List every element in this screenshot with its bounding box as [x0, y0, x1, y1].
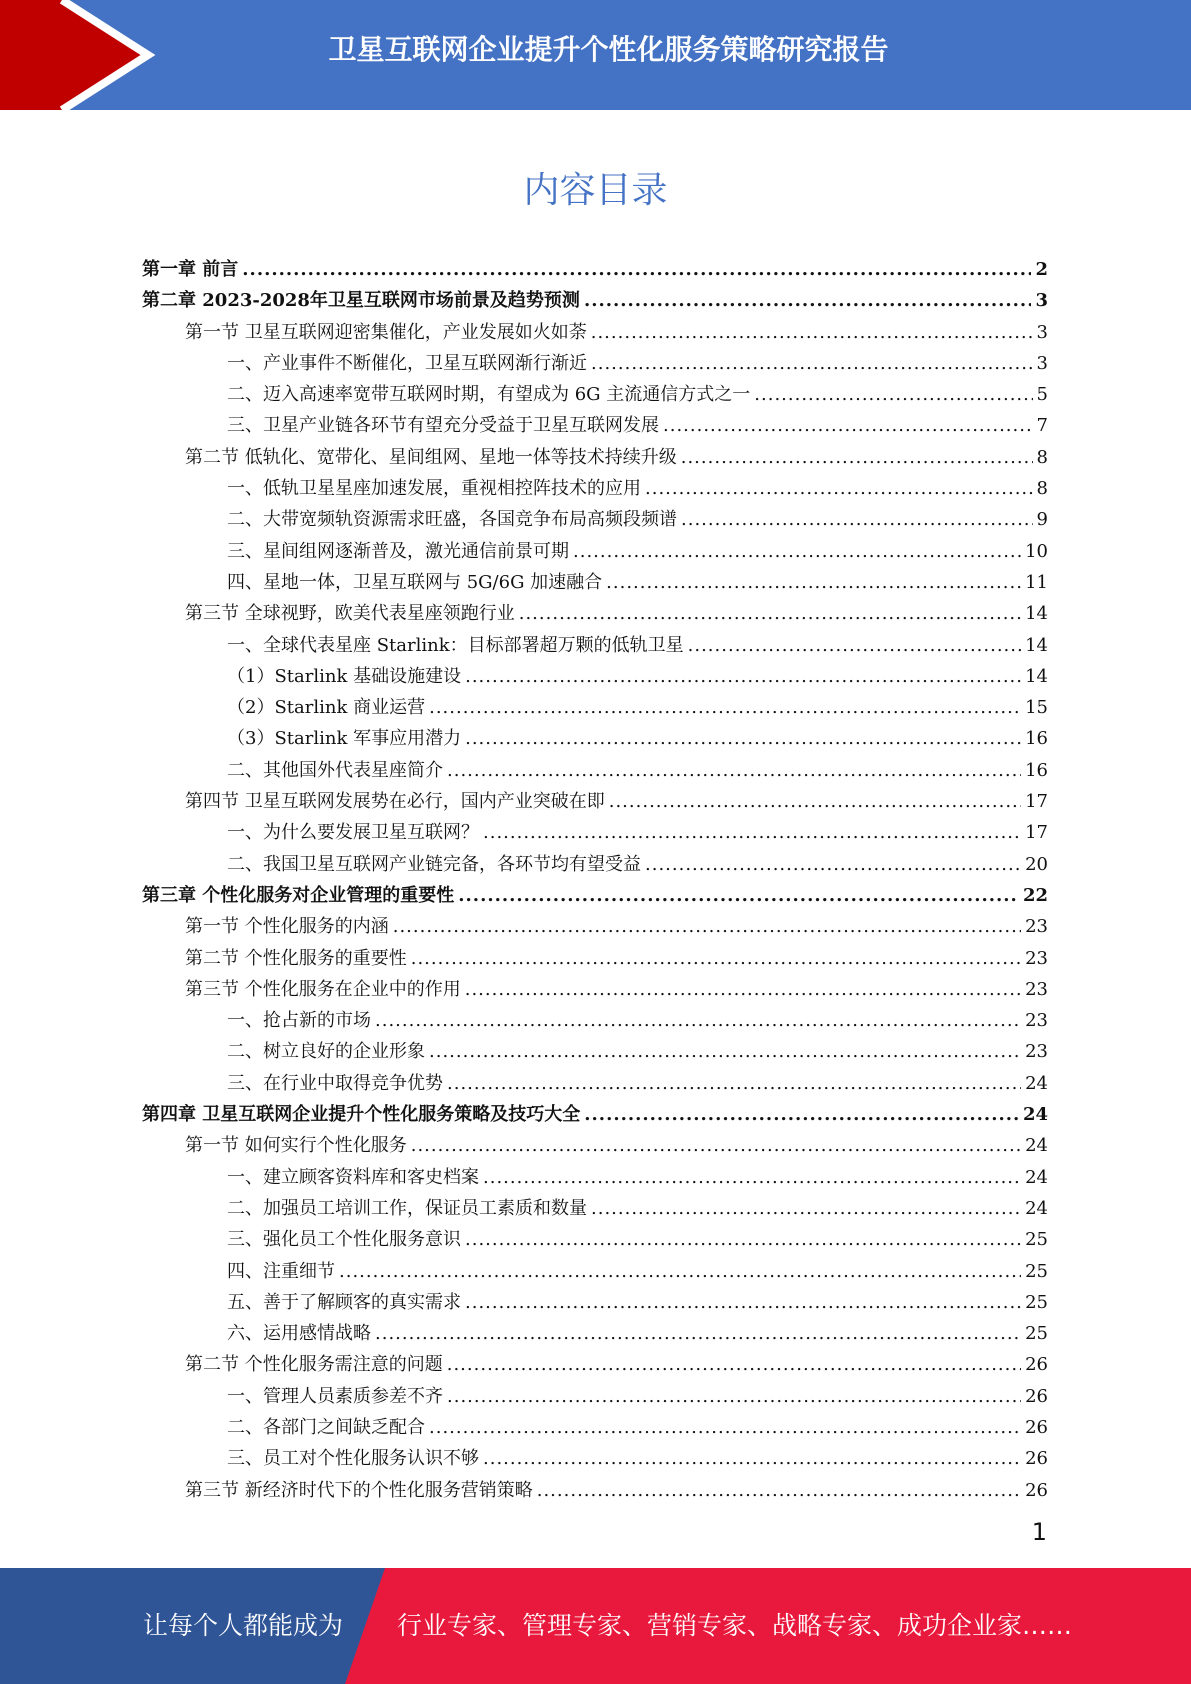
toc-entry-page: 20 [1025, 853, 1048, 875]
toc-entry-page: 26 [1025, 1416, 1048, 1438]
toc-dot-leader [411, 948, 1021, 969]
toc-dot-leader [447, 1386, 1021, 1407]
header-title: 卫星互联网企业提升个性化服务策略研究报告 [328, 33, 889, 66]
toc-entry-label: 二、迈入高速率宽带互联网时期，有望成为 6G 主流通信方式之一 [227, 384, 751, 406]
toc-entry[interactable] [142, 1350, 1048, 1381]
toc-entry-page: 3 [1036, 321, 1048, 343]
toc-entry-label: 二、其他国外代表星座简介 [227, 759, 443, 781]
toc-entry-label: 三、在行业中取得竞争优势 [227, 1072, 443, 1094]
toc-entry-label: 第二节 个性化服务需注意的问题 [185, 1354, 443, 1376]
toc-entry[interactable] [142, 662, 1048, 693]
toc-entry-label: 一、低轨卫星星座加速发展，重视相控阵技术的应用 [227, 478, 641, 500]
page-number: 1 [1031, 1518, 1047, 1546]
toc-entry-label: 二、大带宽频轨资源需求旺盛，各国竞争布局高频段频谱 [227, 509, 677, 531]
toc-dot-leader [591, 353, 1033, 374]
toc-entry-page: 24 [1025, 1197, 1048, 1219]
toc-entry-page: 23 [1025, 978, 1048, 1000]
toc-entry[interactable] [142, 1131, 1048, 1162]
toc-entry-label: 第一节 个性化服务的内涵 [185, 916, 389, 938]
toc-entry-page: 3 [1036, 352, 1048, 374]
toc-entry-label: 第三节 全球视野，欧美代表星座领跑行业 [185, 603, 515, 625]
toc-entry[interactable] [142, 1100, 1048, 1131]
toc-entry-page: 14 [1025, 603, 1048, 625]
toc-entry[interactable] [142, 286, 1048, 317]
toc-entry-page: 5 [1036, 384, 1048, 406]
toc-entry[interactable] [142, 787, 1048, 818]
toc-entry-label: 一、产业事件不断催化，卫星互联网渐行渐近 [227, 352, 587, 374]
toc-dot-leader [447, 1354, 1021, 1375]
toc-dot-leader [483, 1448, 1021, 1469]
toc-entry-page: 26 [1025, 1479, 1048, 1501]
toc-entry[interactable] [142, 756, 1048, 787]
toc-entry-label: 三、强化员工个性化服务意识 [227, 1229, 461, 1251]
toc-entry-page: 23 [1025, 1010, 1048, 1032]
toc-entry[interactable] [142, 1194, 1048, 1225]
toc-entry-label: 二、我国卫星互联网产业链完备，各环节均有望受益 [227, 853, 641, 875]
toc-entry-page: 26 [1025, 1385, 1048, 1407]
toc-dot-leader [584, 1104, 1019, 1125]
toc-entry[interactable] [142, 568, 1048, 599]
toc-entry[interactable] [142, 1225, 1048, 1256]
toc-entry-page: 15 [1025, 697, 1048, 719]
toc-dot-leader [411, 1135, 1021, 1156]
toc-dot-leader [429, 1417, 1021, 1438]
toc-dot-leader [519, 603, 1021, 624]
toc-entry-page: 25 [1025, 1291, 1048, 1313]
toc-entry[interactable] [142, 693, 1048, 724]
toc-entry-label: 第三章 个性化服务对企业管理的重要性 [142, 884, 455, 906]
toc-entry[interactable] [142, 1257, 1048, 1288]
toc-dot-leader [429, 697, 1021, 718]
toc-entry-label: 第二节 个性化服务的重要性 [185, 947, 407, 969]
toc-entry-label: 第三节 个性化服务在企业中的作用 [185, 978, 461, 1000]
toc-entry[interactable] [142, 1288, 1048, 1319]
toc-entry-page: 24 [1025, 1166, 1048, 1188]
toc-entry-label: 一、为什么要发展卫星互联网？ [227, 822, 479, 844]
toc-entry-page: 23 [1025, 1041, 1048, 1063]
toc-entry-page: 16 [1025, 728, 1048, 750]
toc-entry-page: 11 [1025, 571, 1048, 593]
toc-entry-page: 14 [1025, 634, 1048, 656]
toc-entry-page: 23 [1025, 916, 1048, 938]
toc-entry-label: 第一节 卫星互联网迎密集催化，产业发展如火如荼 [185, 321, 587, 343]
toc-dot-leader [375, 1323, 1021, 1344]
toc-entry-label: 四、星地一体，卫星互联网与 5G/6G 加速融合 [227, 571, 603, 593]
toc-dot-leader [573, 541, 1021, 562]
toc-title: 内容目录 [523, 170, 668, 211]
toc-dot-leader [483, 822, 1021, 843]
toc-entry[interactable] [142, 1413, 1048, 1444]
toc-entry-page: 24 [1025, 1072, 1048, 1094]
toc-entry-page: 10 [1025, 540, 1048, 562]
toc-dot-leader [591, 1198, 1021, 1219]
toc-entry[interactable] [142, 631, 1048, 662]
toc-dot-leader [606, 572, 1021, 593]
toc-entry[interactable] [142, 850, 1048, 881]
page-footer [0, 1568, 1191, 1684]
toc-entry[interactable] [142, 255, 1048, 286]
toc-entry[interactable] [142, 975, 1048, 1006]
toc-entry-label: 一、管理人员素质参差不齐 [227, 1385, 443, 1407]
toc-dot-leader [465, 666, 1021, 687]
toc-entry-page: 26 [1025, 1448, 1048, 1470]
toc-entry-page: 24 [1025, 1135, 1048, 1157]
toc-entry[interactable] [142, 912, 1048, 943]
toc-entry-page: 8 [1036, 446, 1048, 468]
toc-entry[interactable] [142, 1319, 1048, 1350]
toc-dot-leader [681, 447, 1033, 468]
toc-dot-leader [465, 728, 1021, 749]
toc-entry-page: 22 [1022, 884, 1048, 906]
toc-dot-leader [537, 1480, 1021, 1501]
toc-entry-label: 第一章 前言 [142, 259, 239, 280]
toc-entry[interactable] [142, 1444, 1048, 1475]
toc-entry-label: 三、员工对个性化服务认识不够 [227, 1448, 479, 1470]
toc-dot-leader [754, 384, 1032, 405]
toc-dot-leader [688, 635, 1021, 656]
toc-entry-page: 23 [1025, 947, 1048, 969]
toc-dot-leader [584, 290, 1032, 311]
toc-entry[interactable] [142, 818, 1048, 849]
toc-entry-label: 第三节 新经济时代下的个性化服务营销策略 [185, 1479, 533, 1501]
toc-entry-label: 五、善于了解顾客的真实需求 [227, 1291, 461, 1313]
toc-entry-label: 第四节 卫星互联网发展势在必行，国内产业突破在即 [185, 791, 605, 813]
toc-entry-label: 一、抢占新的市场 [227, 1010, 371, 1032]
footer-slogan-left: 让每个人都能成为 [143, 1611, 344, 1640]
toc-entry-label: 第二节 低轨化、宽带化、星间组网、星地一体等技术持续升级 [185, 446, 677, 468]
toc-entry-label: 三、星间组网逐渐普及，激光通信前景可期 [227, 540, 569, 562]
toc-entry[interactable] [142, 380, 1048, 411]
toc-entry[interactable] [142, 599, 1048, 630]
toc-dot-leader [447, 760, 1021, 781]
toc-entry-page: 7 [1036, 415, 1048, 437]
toc-dot-leader [645, 854, 1021, 875]
toc-entry[interactable] [142, 443, 1048, 474]
toc-entry[interactable] [142, 1069, 1048, 1100]
toc-dot-leader [465, 1292, 1021, 1313]
toc-entry-page: 26 [1025, 1354, 1048, 1376]
toc-entry-page: 25 [1025, 1323, 1048, 1345]
toc-dot-leader [393, 916, 1021, 937]
toc-entry[interactable] [142, 1163, 1048, 1194]
toc-entry-page: 25 [1025, 1229, 1048, 1251]
footer-slogan-right: 行业专家、管理专家、营销专家、战略专家、成功企业家…… [397, 1611, 1073, 1640]
toc-dot-leader [458, 885, 1019, 906]
toc-entry-page: 16 [1025, 759, 1048, 781]
toc-entry[interactable] [142, 505, 1048, 536]
toc-entry-label: 三、卫星产业链各环节有望充分受益于卫星互联网发展 [227, 415, 659, 437]
toc-entry-page: 9 [1036, 509, 1048, 531]
toc-entry-page: 17 [1025, 822, 1048, 844]
toc-dot-leader [447, 1073, 1021, 1094]
toc-entry-page: 25 [1025, 1260, 1048, 1282]
toc-entry-page: 24 [1022, 1104, 1048, 1126]
toc-entry-label: （3）Starlink 军事应用潜力 [227, 728, 462, 750]
toc-dot-leader [681, 509, 1033, 530]
toc-entry-label: 一、全球代表星座 Starlink：目标部署超万颗的低轨卫星 [227, 634, 684, 656]
toc-entry-label: 第二章 2023-2028年卫星互联网市场前景及趋势预测 [142, 290, 580, 312]
toc-entry-label: （2）Starlink 商业运营 [227, 697, 426, 719]
toc-dot-leader [429, 1041, 1021, 1062]
toc-entry[interactable] [142, 724, 1048, 755]
toc-dot-leader [465, 979, 1021, 1000]
toc-entry[interactable] [142, 1037, 1048, 1068]
toc-entry-page: 17 [1025, 791, 1048, 813]
toc-entry[interactable] [142, 1006, 1048, 1037]
toc-entry-label: （1）Starlink 基础设施建设 [227, 665, 462, 687]
toc-entry-label: 四、注重细节 [227, 1260, 335, 1282]
toc-dot-leader [645, 478, 1033, 499]
toc-entry[interactable] [142, 1382, 1048, 1413]
toc-entry-page: 2 [1035, 259, 1048, 280]
toc-entry[interactable] [142, 1476, 1048, 1507]
toc-entry-label: 第一节 如何实行个性化服务 [185, 1135, 407, 1157]
toc-entry-label: 二、树立良好的企业形象 [227, 1041, 425, 1063]
toc-dot-leader [242, 259, 1031, 280]
toc-entry[interactable] [142, 318, 1048, 349]
toc-entry-label: 二、各部门之间缺乏配合 [227, 1416, 425, 1438]
toc-entry[interactable] [142, 474, 1048, 505]
toc-entry[interactable] [142, 944, 1048, 975]
toc-dot-leader [483, 1167, 1021, 1188]
page-header [0, 0, 1191, 110]
toc-entry-page: 3 [1035, 290, 1048, 312]
toc-dot-leader [663, 415, 1033, 436]
toc-entry-page: 14 [1025, 665, 1048, 687]
toc-dot-leader [609, 791, 1021, 812]
toc-entry[interactable] [142, 881, 1048, 912]
toc-entry-label: 一、建立顾客资料库和客史档案 [227, 1166, 479, 1188]
toc-entry-label: 第四章 卫星互联网企业提升个性化服务策略及技巧大全 [142, 1104, 581, 1126]
toc-entry-label: 二、加强员工培训工作，保证员工素质和数量 [227, 1197, 587, 1219]
toc-entry-label: 六、运用感情战略 [227, 1323, 371, 1345]
toc-dot-leader [591, 322, 1033, 343]
toc-dot-leader [375, 1010, 1021, 1031]
toc-entry-page: 8 [1036, 478, 1048, 500]
toc-entry[interactable] [142, 537, 1048, 568]
toc-entry[interactable] [142, 411, 1048, 442]
toc-dot-leader [465, 1229, 1021, 1250]
toc-dot-leader [339, 1261, 1021, 1282]
table-of-contents [142, 255, 1048, 1507]
toc-entry[interactable] [142, 349, 1048, 380]
